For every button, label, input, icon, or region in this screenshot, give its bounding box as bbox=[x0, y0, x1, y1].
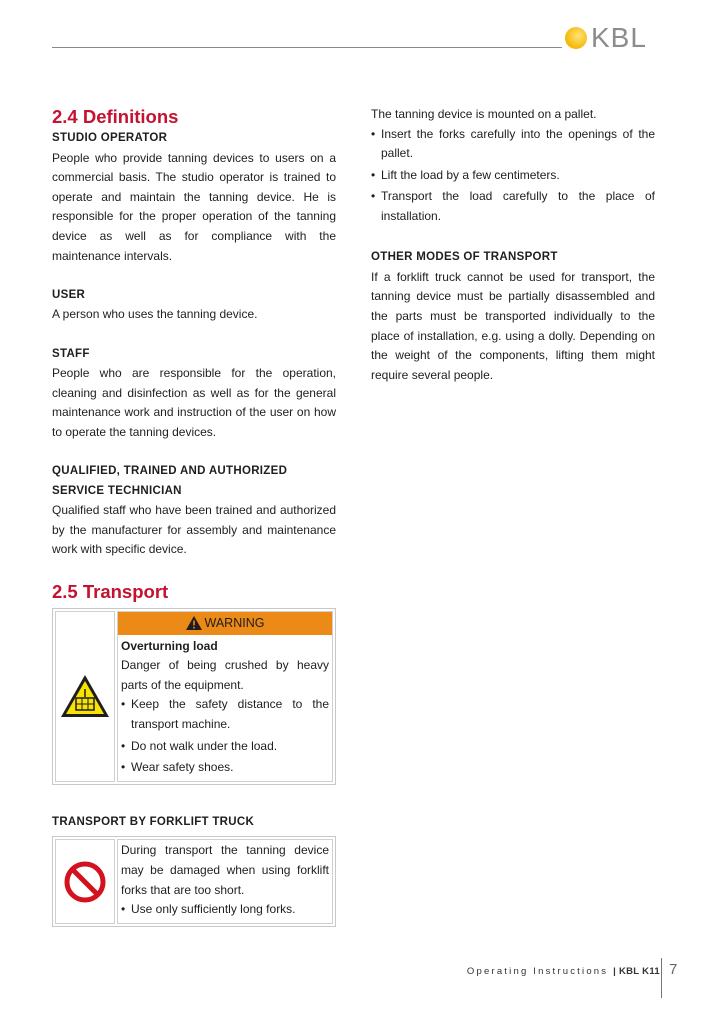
heading-technician-2: SERVICE TECHNICIAN bbox=[52, 484, 182, 497]
brand-name: KBL bbox=[591, 22, 647, 53]
forklift-notice-content bbox=[117, 839, 333, 923]
footer-divider bbox=[661, 958, 662, 998]
warning-header bbox=[118, 612, 332, 635]
text-other-modes: If a forklift truck cannot be used for transport, the tanning device must be partially disassembled and the parts must be transported individually to the place of installation, e.g. using a dolly. Depending on the weight of the components, lifting them might require several people. bbox=[371, 269, 655, 382]
heading-user: USER bbox=[52, 288, 86, 301]
sun-icon bbox=[565, 27, 587, 49]
page-number: 7 bbox=[669, 961, 678, 978]
forklift-text: During transport the tanning device may be damaged when using forklift forks that are too short. bbox=[121, 843, 329, 897]
text-user: A person who uses the tanning device. bbox=[52, 307, 258, 322]
forklift-notice-box bbox=[52, 836, 336, 926]
prohibition-icon bbox=[63, 860, 107, 904]
warning-icon-cell bbox=[55, 611, 115, 782]
text-technician: Qualified staff who have been trained and authorized by the manufacturer for assembly and maintenance work with specific device. bbox=[52, 503, 336, 557]
footer-doc: Operating Instructions bbox=[466, 966, 609, 977]
warning-title: Overturning load bbox=[121, 638, 218, 653]
warning-label: WARNING bbox=[204, 615, 265, 630]
forklift-bullet: • Use only sufficiently long forks. bbox=[121, 900, 329, 920]
heading-technician-1: QUALIFIED, TRAINED AND AUTHORIZED bbox=[52, 465, 288, 478]
right-column bbox=[371, 105, 655, 385]
heading-forklift: TRANSPORT BY FORKLIFT TRUCK bbox=[52, 815, 255, 828]
header-rule bbox=[52, 47, 562, 48]
text-staff: People who are responsible for the operation, cleaning and disinfection as well as for the general maintenance work and instruction of the user on how to operate the tanning devices. bbox=[52, 366, 336, 439]
warning-content bbox=[117, 611, 333, 782]
section-title-transport: 2.5 Transport bbox=[52, 580, 169, 602]
heading-studio-operator: STUDIO OPERATOR bbox=[52, 132, 168, 144]
section-title-definitions: 2.4 Definitions bbox=[52, 106, 179, 127]
warning-bullet: • Wear safety shoes. bbox=[121, 758, 329, 778]
footer-product: | KBL K11 bbox=[613, 966, 660, 977]
text-studio-operator: People who provide tanning devices to users on a commercial basis. The studio operator is trained to operate and maintain the tanning device. He is responsible for the proper operation of the tanning device as well as for compliance with the maintenance intervals. bbox=[52, 150, 336, 263]
warning-text: Danger of being crushed by heavy parts of the equipment. bbox=[121, 658, 329, 692]
heading-other-modes: OTHER MODES OF TRANSPORT bbox=[371, 251, 558, 264]
kbl-logo bbox=[565, 24, 647, 52]
pallet-intro: The tanning device is mounted on a pallet. bbox=[371, 107, 597, 121]
suspended-load-warning-icon bbox=[59, 673, 111, 719]
pallet-bullet: • Transport the load carefully to the place of installation. bbox=[371, 187, 655, 226]
pallet-bullet: • Insert the forks carefully into the openings of the pallet. bbox=[371, 125, 655, 164]
pallet-bullet: • Lift the load by a few centimeters. bbox=[371, 166, 655, 186]
footer-label bbox=[467, 966, 660, 977]
heading-staff: STAFF bbox=[52, 347, 90, 360]
warning-bullet: • Keep the safety distance to the transport machine. bbox=[121, 695, 329, 734]
warning-box bbox=[52, 608, 336, 785]
alert-triangle-icon bbox=[186, 616, 202, 630]
warning-bullet: • Do not walk under the load. bbox=[121, 737, 329, 757]
prohibition-icon-cell bbox=[55, 839, 115, 923]
left-column bbox=[52, 105, 336, 927]
